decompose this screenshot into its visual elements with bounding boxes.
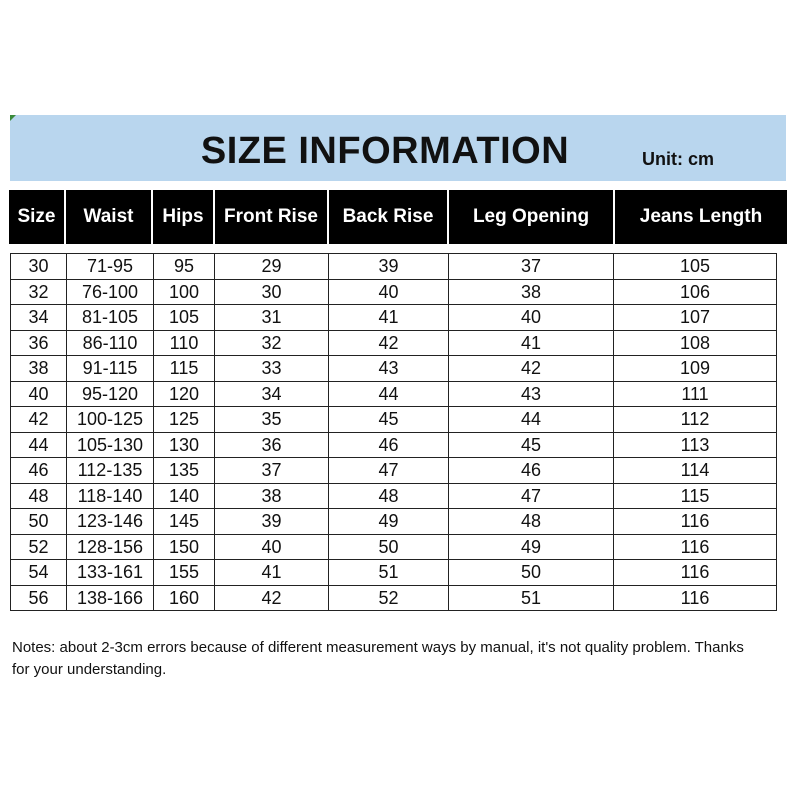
cell-size: 42: [11, 407, 67, 433]
cell-back-rise: 48: [329, 483, 449, 509]
cell-jeans-length: 112: [614, 407, 777, 433]
cell-hips: 95: [154, 254, 215, 280]
header-waist: Waist: [66, 190, 151, 244]
cell-back-rise: 51: [329, 560, 449, 586]
cell-front-rise: 32: [215, 330, 329, 356]
table-row: [11, 585, 777, 611]
size-table-body: [11, 254, 777, 611]
cell-size: 46: [11, 458, 67, 484]
cell-hips: 135: [154, 458, 215, 484]
header-leg-opening: Leg Opening: [449, 190, 613, 244]
table-row: [11, 305, 777, 331]
cell-leg-opening: 42: [449, 356, 614, 382]
cell-waist: 95-120: [67, 381, 154, 407]
page-title: SIZE INFORMATION: [200, 130, 570, 172]
cell-size: 50: [11, 509, 67, 535]
cell-waist: 123-146: [67, 509, 154, 535]
cell-jeans-length: 106: [614, 279, 777, 305]
cell-size: 30: [11, 254, 67, 280]
cell-jeans-length: 116: [614, 534, 777, 560]
cell-jeans-length: 116: [614, 509, 777, 535]
cell-hips: 160: [154, 585, 215, 611]
table-row: [11, 254, 777, 280]
cell-leg-opening: 41: [449, 330, 614, 356]
table-row: [11, 432, 777, 458]
cell-hips: 110: [154, 330, 215, 356]
cell-jeans-length: 114: [614, 458, 777, 484]
cell-waist: 133-161: [67, 560, 154, 586]
table-row: [11, 509, 777, 535]
unit-label: Unit: cm: [642, 149, 714, 169]
cell-leg-opening: 40: [449, 305, 614, 331]
header-size: Size: [9, 190, 64, 244]
cell-waist: 91-115: [67, 356, 154, 382]
cell-leg-opening: 44: [449, 407, 614, 433]
cell-leg-opening: 48: [449, 509, 614, 535]
cell-size: 34: [11, 305, 67, 331]
table-row: [11, 407, 777, 433]
cell-back-rise: 40: [329, 279, 449, 305]
cell-waist: 86-110: [67, 330, 154, 356]
cell-back-rise: 39: [329, 254, 449, 280]
cell-leg-opening: 50: [449, 560, 614, 586]
cell-hips: 105: [154, 305, 215, 331]
cell-waist: 118-140: [67, 483, 154, 509]
table-row: [11, 560, 777, 586]
cell-front-rise: 38: [215, 483, 329, 509]
table-row: [11, 356, 777, 382]
table-header: [9, 190, 787, 244]
table-row: [11, 483, 777, 509]
cell-size: 32: [11, 279, 67, 305]
cell-leg-opening: 49: [449, 534, 614, 560]
cell-back-rise: 47: [329, 458, 449, 484]
cell-hips: 155: [154, 560, 215, 586]
cell-leg-opening: 46: [449, 458, 614, 484]
cell-waist: 128-156: [67, 534, 154, 560]
cell-size: 52: [11, 534, 67, 560]
cell-waist: 76-100: [67, 279, 154, 305]
cell-hips: 115: [154, 356, 215, 382]
cell-hips: 150: [154, 534, 215, 560]
header-back-rise: Back Rise: [329, 190, 447, 244]
cell-front-rise: 34: [215, 381, 329, 407]
cell-jeans-length: 113: [614, 432, 777, 458]
cell-jeans-length: 111: [614, 381, 777, 407]
cell-front-rise: 36: [215, 432, 329, 458]
corner-mark: [10, 115, 16, 121]
cell-back-rise: 43: [329, 356, 449, 382]
cell-size: 48: [11, 483, 67, 509]
cell-jeans-length: 116: [614, 560, 777, 586]
cell-hips: 140: [154, 483, 215, 509]
cell-front-rise: 31: [215, 305, 329, 331]
cell-jeans-length: 109: [614, 356, 777, 382]
table-row: [11, 330, 777, 356]
cell-front-rise: 29: [215, 254, 329, 280]
cell-hips: 120: [154, 381, 215, 407]
cell-hips: 130: [154, 432, 215, 458]
header-front-rise: Front Rise: [215, 190, 327, 244]
cell-back-rise: 46: [329, 432, 449, 458]
cell-back-rise: 49: [329, 509, 449, 535]
cell-back-rise: 44: [329, 381, 449, 407]
cell-leg-opening: 45: [449, 432, 614, 458]
cell-size: 44: [11, 432, 67, 458]
header-jeans-length: Jeans Length: [615, 190, 787, 244]
cell-leg-opening: 38: [449, 279, 614, 305]
header-hips: Hips: [153, 190, 213, 244]
table-row: [11, 458, 777, 484]
cell-waist: 138-166: [67, 585, 154, 611]
cell-front-rise: 41: [215, 560, 329, 586]
cell-front-rise: 37: [215, 458, 329, 484]
cell-jeans-length: 116: [614, 585, 777, 611]
cell-jeans-length: 115: [614, 483, 777, 509]
cell-leg-opening: 51: [449, 585, 614, 611]
cell-back-rise: 41: [329, 305, 449, 331]
cell-size: 38: [11, 356, 67, 382]
cell-back-rise: 45: [329, 407, 449, 433]
cell-leg-opening: 43: [449, 381, 614, 407]
cell-front-rise: 40: [215, 534, 329, 560]
cell-back-rise: 50: [329, 534, 449, 560]
cell-waist: 71-95: [67, 254, 154, 280]
cell-hips: 145: [154, 509, 215, 535]
cell-back-rise: 52: [329, 585, 449, 611]
cell-front-rise: 35: [215, 407, 329, 433]
size-table: [10, 253, 777, 611]
cell-jeans-length: 108: [614, 330, 777, 356]
cell-size: 56: [11, 585, 67, 611]
cell-leg-opening: 47: [449, 483, 614, 509]
notes-text: Notes: about 2-3cm errors because of different measurement ways by manual, it's not quality problem. Thanks for your understanding.: [12, 639, 744, 678]
table-row: [11, 279, 777, 305]
cell-waist: 105-130: [67, 432, 154, 458]
table-row: [11, 534, 777, 560]
cell-front-rise: 39: [215, 509, 329, 535]
cell-hips: 100: [154, 279, 215, 305]
cell-size: 54: [11, 560, 67, 586]
title-banner: [10, 115, 786, 181]
cell-hips: 125: [154, 407, 215, 433]
cell-front-rise: 42: [215, 585, 329, 611]
cell-size: 36: [11, 330, 67, 356]
cell-size: 40: [11, 381, 67, 407]
cell-jeans-length: 105: [614, 254, 777, 280]
cell-front-rise: 30: [215, 279, 329, 305]
cell-waist: 112-135: [67, 458, 154, 484]
cell-waist: 81-105: [67, 305, 154, 331]
cell-leg-opening: 37: [449, 254, 614, 280]
cell-front-rise: 33: [215, 356, 329, 382]
cell-back-rise: 42: [329, 330, 449, 356]
table-row: [11, 381, 777, 407]
cell-jeans-length: 107: [614, 305, 777, 331]
cell-waist: 100-125: [67, 407, 154, 433]
